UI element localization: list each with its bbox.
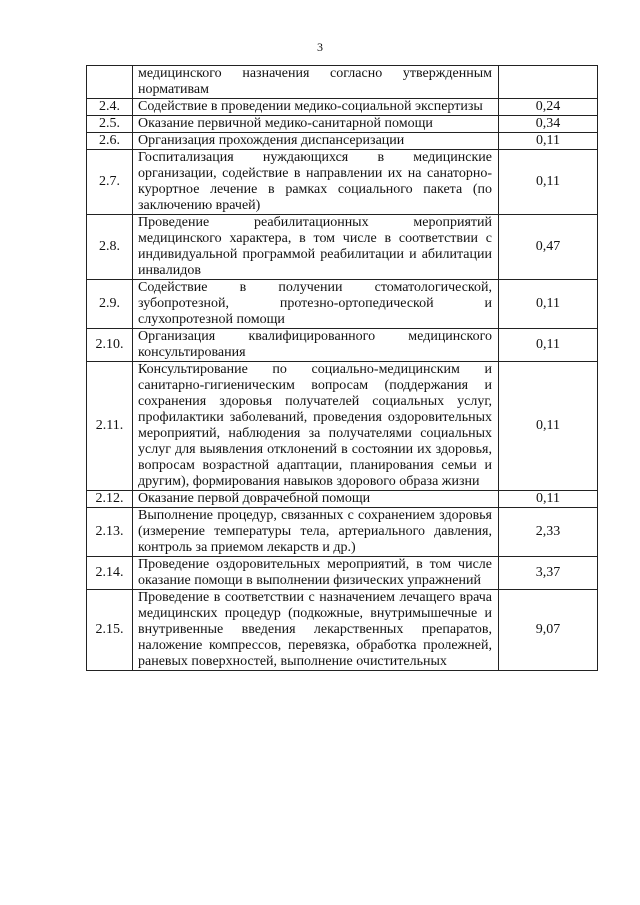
row-description: медицинского назначения согласно утвержденным нормативам xyxy=(133,66,499,99)
row-description: Госпитализация нуждающихся в медицинские организации, содействие в направлении их на санаторно-курортное лечение в рамках социального пакета (по заключению врачей) xyxy=(133,150,499,215)
row-number: 2.13. xyxy=(87,508,133,557)
table-row xyxy=(87,150,598,215)
row-value: 0,24 xyxy=(499,99,598,116)
row-value: 2,33 xyxy=(499,508,598,557)
table-row xyxy=(87,280,598,329)
table-row xyxy=(87,590,598,671)
page-number: 3 xyxy=(317,40,323,54)
row-number: 2.15. xyxy=(87,590,133,671)
row-description: Проведение в соответствии с назначением лечащего врача медицинских процедур (подкожные, внутримышечные и внутривенные введения лекарственных препаратов, наложение компрессов, перевязка, обработка пролежней, раневых поверхностей, выполнение очистительных xyxy=(133,590,499,671)
row-value: 0,11 xyxy=(499,150,598,215)
row-number: 2.14. xyxy=(87,557,133,590)
row-value: 9,07 xyxy=(499,590,598,671)
row-value: 3,37 xyxy=(499,557,598,590)
table-row xyxy=(87,215,598,280)
table-row xyxy=(87,557,598,590)
row-value: 0,11 xyxy=(499,362,598,491)
table-row xyxy=(87,133,598,150)
row-number: 2.11. xyxy=(87,362,133,491)
services-table xyxy=(86,65,598,671)
row-value: 0,11 xyxy=(499,329,598,362)
row-value: 0,11 xyxy=(499,133,598,150)
table-row xyxy=(87,66,598,99)
row-number: 2.6. xyxy=(87,133,133,150)
table-row xyxy=(87,362,598,491)
table-row xyxy=(87,508,598,557)
table-row xyxy=(87,491,598,508)
row-description: Организация прохождения диспансеризации xyxy=(133,133,499,150)
table-row xyxy=(87,329,598,362)
row-value: 0,11 xyxy=(499,491,598,508)
row-value: 0,47 xyxy=(499,215,598,280)
row-description: Содействие в получении стоматологической, зубопротезной, протезно-ортопедической и слухопротезной помощи xyxy=(133,280,499,329)
row-number xyxy=(87,66,133,99)
row-description: Консультирование по социально-медицинским и санитарно-гигиеническим вопросам (поддержания и сохранения здоровья получателей социальных услуг, профилактики заболеваний, проведения оздоровительных мероприятий, наблюдения за получателями социальных услуг для выявления отклонений в состоянии их здоровья, вопросам возрастной адаптации, планирования семьи и другим), формирования навыков здорового образа жизни xyxy=(133,362,499,491)
row-description: Оказание первой доврачебной помощи xyxy=(133,491,499,508)
row-description: Содействие в проведении медико-социальной экспертизы xyxy=(133,99,499,116)
table-row xyxy=(87,116,598,133)
row-description: Проведение оздоровительных мероприятий, в том числе оказание помощи в выполнении физических упражнений xyxy=(133,557,499,590)
row-number: 2.8. xyxy=(87,215,133,280)
row-value: 0,34 xyxy=(499,116,598,133)
row-description: Проведение реабилитационных мероприятий медицинского характера, в том числе в соответствии с индивидуальной программой реабилитации и абилитации инвалидов xyxy=(133,215,499,280)
row-number: 2.5. xyxy=(87,116,133,133)
row-value xyxy=(499,66,598,99)
row-value: 0,11 xyxy=(499,280,598,329)
row-number: 2.9. xyxy=(87,280,133,329)
row-description: Оказание первичной медико-санитарной помощи xyxy=(133,116,499,133)
row-number: 2.10. xyxy=(87,329,133,362)
table-row xyxy=(87,99,598,116)
row-description: Организация квалифицированного медицинского консультирования xyxy=(133,329,499,362)
row-description: Выполнение процедур, связанных с сохранением здоровья (измерение температуры тела, артериального давления, контроль за приемом лекарств и др.) xyxy=(133,508,499,557)
row-number: 2.4. xyxy=(87,99,133,116)
row-number: 2.12. xyxy=(87,491,133,508)
row-number: 2.7. xyxy=(87,150,133,215)
